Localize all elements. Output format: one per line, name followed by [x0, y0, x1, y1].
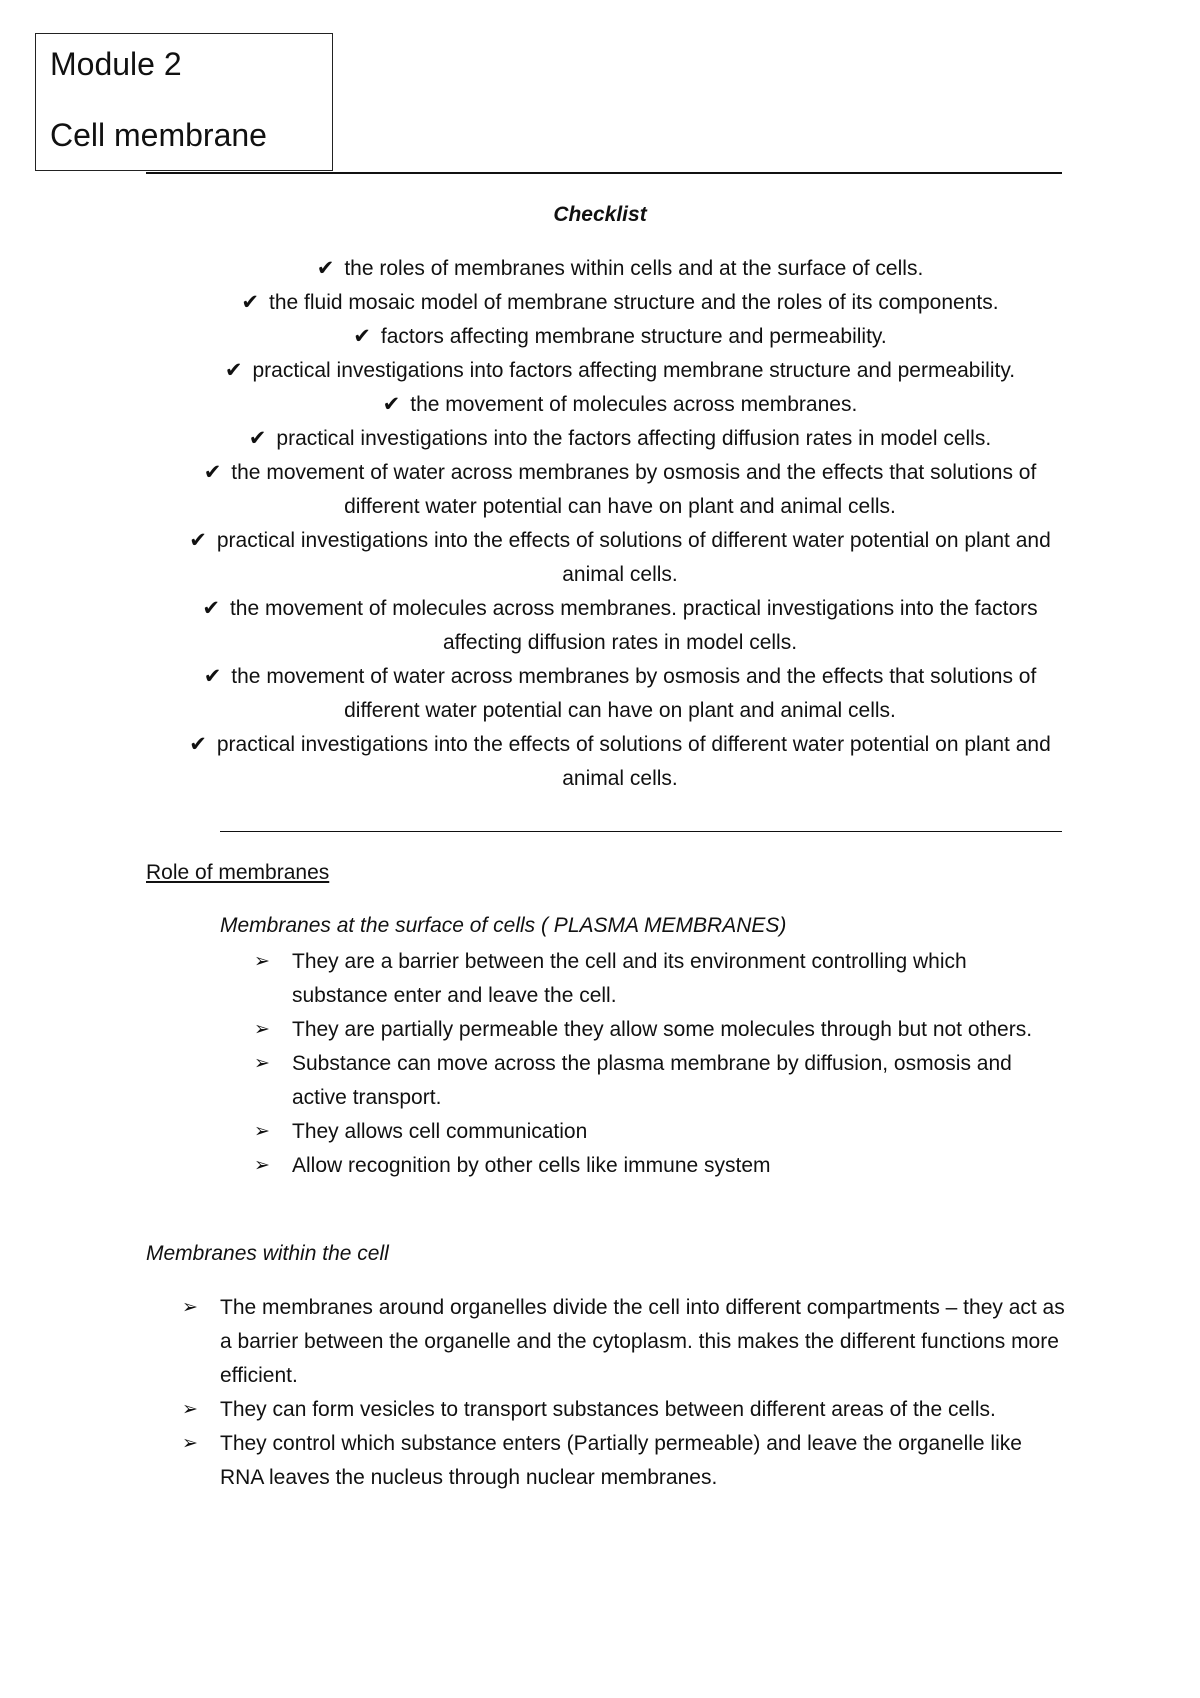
- checklist-item: ✔ factors affecting membrane structure and permeability.: [353, 325, 887, 348]
- section-divider: [220, 831, 1062, 832]
- checkmark-icon: ✔: [248, 427, 267, 450]
- arrow-bullet-icon: ➢: [254, 1155, 270, 1176]
- checklist-item: ✔ practical investigations into the effects of solutions of different water potential on plant and animal cells.: [189, 529, 1051, 586]
- list-item: ➢ They control which substance enters (Partially permeable) and leave the organelle like RNA leaves the nucleus through nuclear membranes.: [182, 1427, 1067, 1495]
- surface-list: [254, 945, 1064, 1183]
- checkmark-icon: ✔: [203, 665, 222, 688]
- checklist-item: ✔ practical investigations into the effects of solutions of different water potential on plant and animal cells.: [189, 733, 1051, 790]
- module-title: Module 2: [50, 46, 182, 82]
- checklist-item: ✔ the movement of water across membranes by osmosis and the effects that solutions of different water potential can have on plant and animal cells.: [203, 461, 1037, 518]
- surface-heading: Membranes at the surface of cells ( PLASMA MEMBRANES): [220, 914, 787, 937]
- within-list: [182, 1291, 1067, 1495]
- within-heading: Membranes within the cell: [146, 1242, 389, 1265]
- checklist-item: ✔ the movement of water across membranes by osmosis and the effects that solutions of different water potential can have on plant and animal cells.: [203, 665, 1037, 722]
- checkmark-icon: ✔: [382, 393, 401, 416]
- checklist-item: ✔ practical investigations into factors affecting membrane structure and permeability.: [224, 359, 1016, 382]
- arrow-bullet-icon: ➢: [254, 1121, 270, 1142]
- list-item: ➢ They are partially permeable they allow some molecules through but not others.: [254, 1013, 1064, 1047]
- arrow-bullet-icon: ➢: [254, 1053, 270, 1074]
- checklist-item: ✔ the movement of molecules across membranes. practical investigations into the factors affecting diffusion rates in model cells.: [202, 597, 1038, 654]
- arrow-bullet-icon: ➢: [254, 1019, 270, 1040]
- checkmark-icon: ✔: [241, 291, 260, 314]
- checkmark-icon: ✔: [316, 257, 335, 280]
- arrow-bullet-icon: ➢: [182, 1433, 198, 1454]
- arrow-bullet-icon: ➢: [182, 1399, 198, 1420]
- checklist: [180, 252, 1060, 796]
- checklist-heading: Checklist: [553, 203, 647, 226]
- checklist-item: ✔ the fluid mosaic model of membrane structure and the roles of its components.: [241, 291, 999, 314]
- arrow-bullet-icon: ➢: [254, 951, 270, 972]
- checkmark-icon: ✔: [224, 359, 243, 382]
- list-item: ➢ They are a barrier between the cell and its environment controlling which substance enter and leave the cell.: [254, 945, 1064, 1013]
- checklist-item: ✔ the movement of molecules across membranes.: [382, 393, 858, 416]
- list-item: ➢ Allow recognition by other cells like immune system: [254, 1149, 1064, 1183]
- checkmark-icon: ✔: [202, 597, 220, 620]
- role-heading: Role of membranes: [146, 861, 330, 884]
- checklist-item: ✔ the roles of membranes within cells and at the surface of cells.: [316, 257, 924, 280]
- checklist-item: ✔ practical investigations into the factors affecting diffusion rates in model cells.: [248, 427, 992, 450]
- list-item: ➢ Substance can move across the plasma membrane by diffusion, osmosis and active transport.: [254, 1047, 1064, 1115]
- list-item: ➢ The membranes around organelles divide the cell into different compartments – they act as a barrier between the organelle and the cytoplasm. this makes the different functions more efficient.: [182, 1291, 1067, 1393]
- top-divider: [146, 172, 1062, 174]
- list-item: ➢ They allows cell communication: [254, 1115, 1064, 1149]
- arrow-bullet-icon: ➢: [182, 1297, 198, 1318]
- checkmark-icon: ✔: [189, 733, 207, 756]
- checkmark-icon: ✔: [203, 461, 222, 484]
- title-box: [35, 33, 333, 171]
- list-item: ➢ They can form vesicles to transport substances between different areas of the cells.: [182, 1393, 1067, 1427]
- topic-title: Cell membrane: [50, 117, 267, 153]
- checkmark-icon: ✔: [353, 325, 371, 348]
- checkmark-icon: ✔: [189, 529, 207, 552]
